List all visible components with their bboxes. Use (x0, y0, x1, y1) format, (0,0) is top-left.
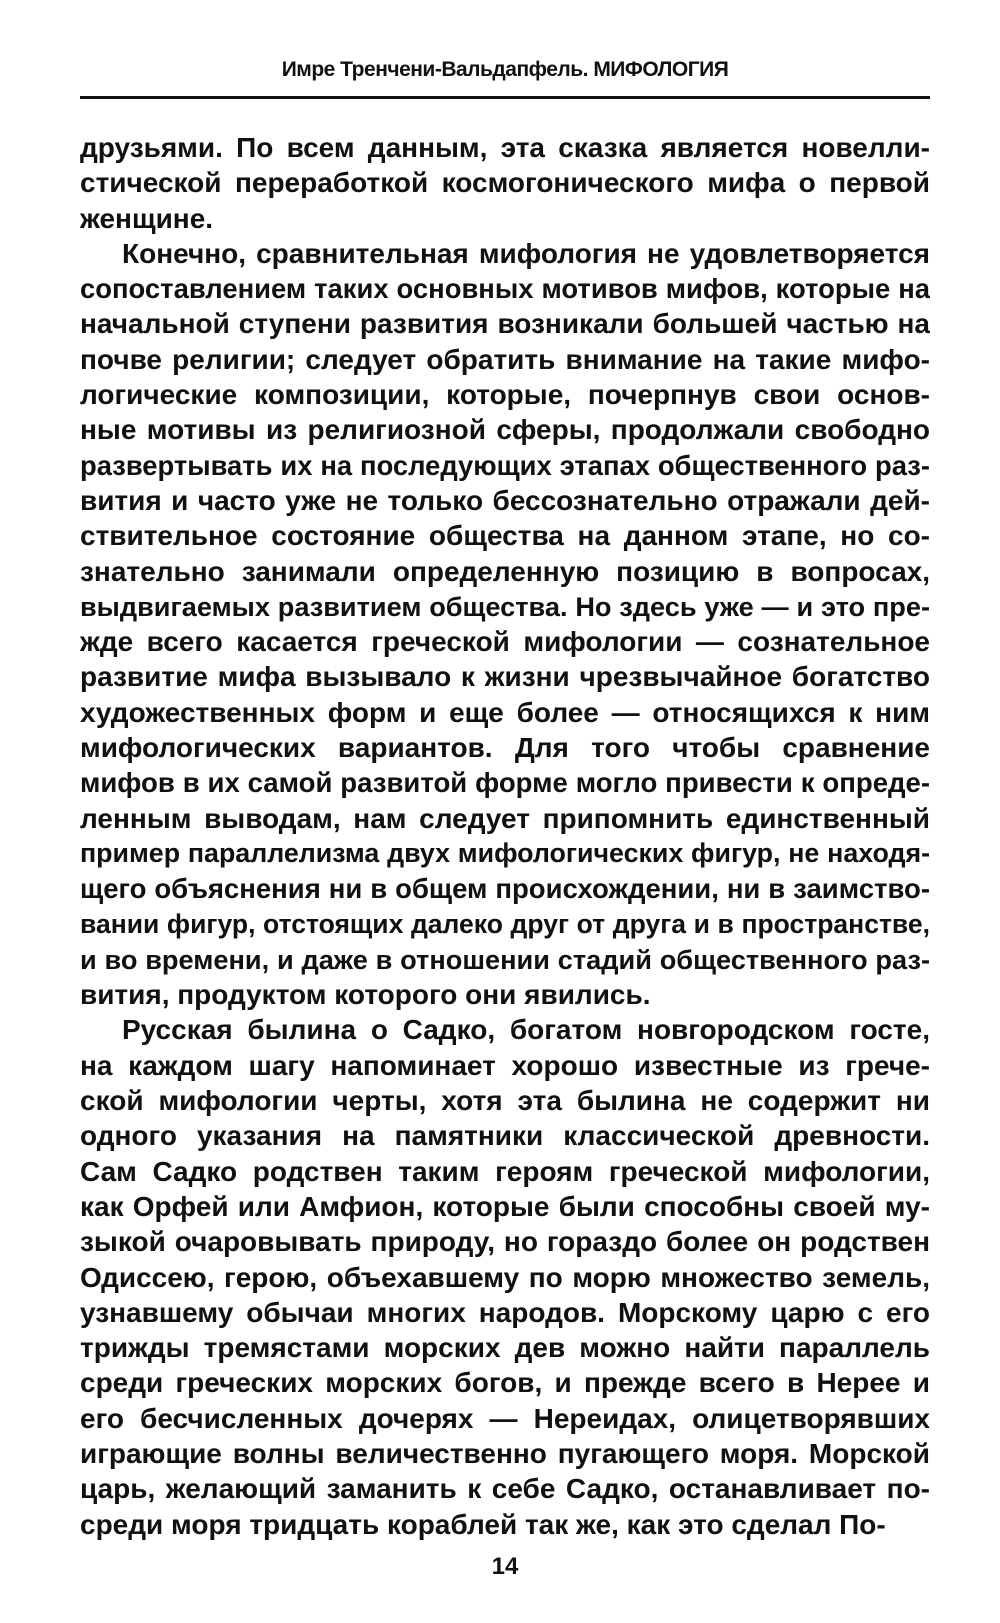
paragraph (80, 130, 930, 236)
header-rule (80, 96, 930, 99)
text-line: вития, продуктом которого они явились. (80, 979, 651, 1011)
text-line: царь, желающий заманить к себе Садко, останавливает по- (80, 1473, 930, 1505)
text-line: ленным выводам, нам следует припомнить единственный (80, 802, 930, 834)
text-line: Одиссею, герою, объехавшему по морю множество земель, (80, 1261, 930, 1293)
text-line: ные мотивы из религиозной сферы, продолжали свободно (80, 414, 930, 446)
paragraph (80, 1012, 930, 1541)
page-number: 14 (491, 1553, 519, 1580)
text-line: как Орфей или Амфион, которые были способны своей му- (80, 1190, 930, 1222)
text-line: Сам Садко родствен таким героям греческой мифологии, (80, 1155, 930, 1187)
text-line: стической переработкой космогонического мифа о первой (80, 167, 930, 199)
text-line: ствительное состояние общества на данном этапе, но со- (80, 520, 930, 552)
text-line: Конечно, сравнительная мифология не удовлетворяется (122, 237, 930, 269)
text-line: друзьями. По всем данным, эта сказка является новелли- (80, 132, 930, 163)
text-line: начальной ступени развития возникали большей частью на (80, 308, 930, 340)
text-line: мифологических вариантов. Для того чтобы сравнение (80, 732, 930, 764)
text-line: щего объяснения ни в общем происхождении, ни в заимство- (80, 873, 930, 905)
text-line: трижды тремястами морских дев можно найти параллель (80, 1332, 930, 1364)
text-line: выдвигаемых развитием общества. Но здесь уже — и это пре- (80, 590, 930, 622)
text-line: пример параллелизма двух мифологических фигур, не находя- (80, 837, 930, 868)
running-header: Имре Тренчени-Вальдапфель. МИФОЛОГИЯ (281, 58, 729, 81)
body-text (80, 130, 930, 1542)
text-line: на каждом шагу напоминает хорошо известные из грече- (80, 1049, 930, 1081)
paragraph (80, 236, 930, 1013)
text-line: Русская былина о Садко, богатом новгородском госте, (122, 1014, 930, 1046)
text-line: его бесчисленных дочерях — Нереидах, олицетворявших (80, 1402, 930, 1434)
text-line: жде всего касается греческой мифологии — сознательное (80, 626, 930, 658)
text-line: одного указания на памятники классической древности. (80, 1120, 930, 1152)
text-line: зыкой очаровывать природу, но гораздо более он родствен (80, 1226, 930, 1258)
text-line: развитие мифа вызывало к жизни чрезвычайное богатство (80, 661, 930, 693)
text-line: логические композиции, которые, почерпнув свои основ- (80, 379, 930, 411)
text-line: почве религии; следует обратить внимание на такие мифо- (80, 343, 930, 375)
text-line: женщине. (80, 202, 214, 234)
text-line: играющие волны величественно пугающего моря. Морской (80, 1437, 930, 1469)
text-line: среди моря тридцать кораблей так же, как это сделал По- (80, 1508, 886, 1540)
text-line: развертывать их на последующих этапах общественного раз- (80, 449, 930, 481)
text-line: и во времени, и даже в отношении стадий общественного раз- (80, 943, 930, 975)
text-line: художественных форм и еще более — относящихся к ним (80, 696, 930, 728)
text-line: сопоставлением таких основных мотивов мифов, которые на (80, 273, 930, 305)
text-line: знательно занимали определенную позицию в вопросах, (80, 555, 930, 587)
text-line: узнавшему обычаи многих народов. Морскому царю с его (80, 1296, 930, 1328)
text-line: вании фигур, отстоящих далеко друг от друга и в пространстве, (80, 908, 930, 939)
text-line: вития и часто уже не только бессознательно отражали дей- (80, 484, 930, 516)
text-line: среди греческих морских богов, и прежде всего в Нерее и (80, 1367, 930, 1399)
text-line: мифов в их самой развитой форме могло привести к опреде- (80, 767, 930, 799)
text-line: ской мифологии черты, хотя эта былина не содержит ни (80, 1085, 930, 1117)
